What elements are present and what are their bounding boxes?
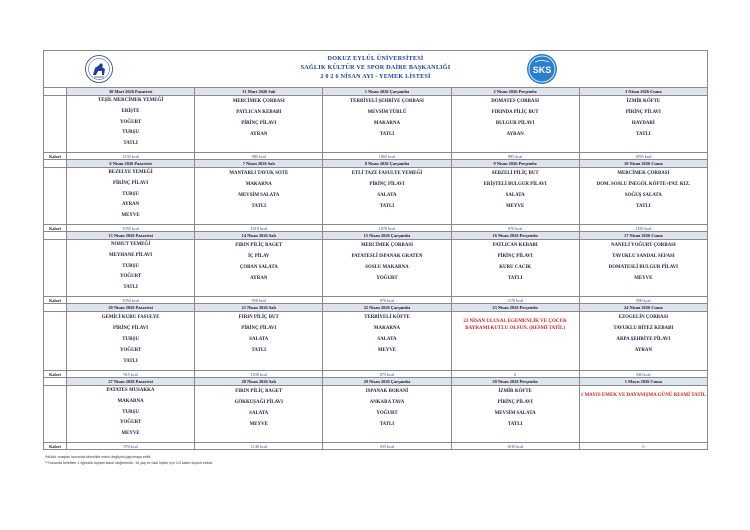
menu-item: PİRİNÇ PİLAVI [497, 400, 533, 405]
menu-item: SALATA [377, 193, 397, 198]
menu-item: PATLICAN KEBABI [492, 243, 538, 248]
menu-item: YOĞURT [376, 276, 398, 281]
sks-logo-text: SKS [532, 65, 552, 75]
menu-item: MEYVE [634, 276, 653, 281]
department-name: SAĞLIK KÜLTÜR VE SPOR DAİRE BAŞKANLIĞI [300, 64, 451, 71]
week-items-row [44, 312, 708, 371]
menu-item: TATLI [507, 422, 523, 427]
day-kcal: 0 [579, 443, 707, 450]
label-cell [44, 168, 67, 225]
menu-item: MEYVE [121, 213, 140, 219]
menu-sheet [43, 50, 708, 450]
menu-item: TATLI [123, 141, 138, 147]
day-menu-cell [323, 312, 451, 371]
day-menu-cell [323, 96, 451, 153]
day-kcal: 1150 kcal [579, 225, 707, 232]
label-cell [44, 240, 67, 297]
holiday-notice: 23 NİSAN ULUSAL EGEMENLİK VE ÇOCUK BAYRAMI KUTLU OLSUN. (RESMİ TATİL) [463, 319, 567, 331]
menu-item: PİRİNÇ PİLAVI [369, 182, 405, 187]
menu-item: TATLI [379, 132, 395, 137]
day-date: 31 Mart 2026 Salı [195, 88, 323, 96]
day-menu-cell [579, 386, 707, 443]
menu-item: GÖKKUŞAĞI PİLAVI [234, 400, 283, 405]
menu-item: PİRİNÇ PİLAVI [113, 326, 149, 331]
menu-item: TERBİYELİ ŞEHRİYE ÇORBASI [350, 99, 424, 104]
menu-item: AYRAN [121, 202, 140, 208]
menu-item: ETLİ TAZE FASULYE YEMEĞİ [351, 171, 423, 176]
menu-item: AYRAN [250, 276, 268, 281]
day-kcal: 1010 kcal [195, 225, 323, 232]
day-menu-cell [67, 240, 195, 297]
menu-item: PATATESLİ ISPANAK GRATEN [351, 254, 423, 259]
menu-item: KURU CACIK [499, 265, 532, 270]
week-kcal-row [44, 225, 708, 232]
menu-item: TEŞİL MERCİMEK YEMEĞİ [97, 98, 164, 103]
menu-item: SALATA [377, 337, 397, 342]
menu-item: MEYVE [506, 204, 525, 209]
menu-item: İZMİR KÖFTE [626, 99, 661, 104]
menu-item: DOMATESLİ BULGUR PİLAVI [608, 265, 679, 270]
menu-item: TATLI [379, 422, 395, 427]
day-menu-cell [451, 168, 579, 225]
label-cell [44, 96, 67, 153]
menu-item: PİRİNÇ PİLAVI [241, 121, 277, 126]
day-date: 17 Nisan 2026 Cuma [579, 232, 707, 240]
day-date: 1 Mayıs 2026 Cuma [579, 378, 707, 386]
menu-item: PİRİNÇ PİLAVI [241, 326, 277, 331]
day-date: 10 Nisan 2026 Cuma [579, 160, 707, 168]
day-date: 27 Nisan 2026 Pazartesi [67, 378, 195, 386]
day-kcal: 1055 kcal [67, 225, 195, 232]
menu-item: MANTARLI TAVUK SOTE [229, 171, 289, 176]
week-date-row [44, 232, 708, 240]
menu-item: MAKARNA [373, 121, 401, 126]
menu-item: MEVSİM TÜRLÜ [367, 110, 407, 115]
menu-item: MEYHANE PİLAVI [108, 252, 153, 258]
menu-item: AYRAN [506, 132, 524, 137]
day-date: 14 Nisan 2026 Salı [195, 232, 323, 240]
menu-item: SOĞUŞ SALATA [624, 193, 662, 198]
menu-item: TAVUKLU SANDAL SEFASI [612, 254, 675, 259]
menu-item: EZOGELİN ÇORBASI [618, 315, 669, 320]
day-date: 6 Nisan 2026 Pazartesi [67, 160, 195, 168]
day-date: 29 Nisan 2026 Çarşamba [323, 378, 451, 386]
menu-item: TATLI [251, 204, 267, 209]
menu-item: NANELİ YOĞURT ÇORBASI [610, 243, 676, 248]
menu-item: PİRİNÇ PİLAVI [625, 110, 661, 115]
menu-item: YOĞURT [119, 119, 142, 125]
day-menu-cell [323, 386, 451, 443]
menu-item: BULGUR PİLAVI [495, 121, 535, 126]
day-date: 8 Nisan 2026 Çarşamba [323, 160, 451, 168]
day-date: 30 Mart 2026 Pazartesi [67, 88, 195, 96]
menu-item: AYRAN [250, 132, 268, 137]
menu-item: TURŞU [122, 409, 139, 415]
day-date: 3 Nisan 2026 Cuma [579, 88, 707, 96]
menu-item: TATLI [636, 204, 651, 209]
menu-item: NOHUT YEMEĞİ [110, 242, 151, 247]
day-menu-cell [195, 386, 323, 443]
kalori-label: Kalori [44, 371, 67, 378]
menu-item: YOĞURT [119, 348, 142, 353]
label-cell [44, 88, 67, 96]
menu-item: TATLI [123, 285, 138, 291]
week-items-row [44, 168, 708, 225]
day-date: 30 Nisan 2026 Perşembe [451, 378, 579, 386]
menu-item: YOĞURT [119, 420, 142, 426]
day-menu-cell [451, 312, 579, 371]
menu-item: FIRIN PİLİÇ BUT [238, 315, 279, 320]
week-items-row [44, 386, 708, 443]
day-kcal: 915 kcal [67, 371, 195, 378]
label-cell [44, 304, 67, 312]
menu-item: MERCİMEK ÇORBASI [360, 243, 413, 248]
day-kcal: 1065 kcal [323, 153, 451, 160]
day-kcal: 950 kcal [195, 297, 323, 304]
day-kcal: 985 kcal [195, 153, 323, 160]
day-menu-cell [195, 240, 323, 297]
menu-item: TATLI [251, 348, 267, 353]
menu-item: MAKARNA [373, 326, 401, 331]
page-header [43, 50, 708, 87]
holiday-notice: 1 MAYIS EMEK VE DAYANIŞMA GÜNÜ RESMİ TATİL [580, 393, 707, 398]
day-date: 1 Nisan 2026 Çarşamba [323, 88, 451, 96]
label-cell [44, 312, 67, 371]
menu-item: TATLI [123, 359, 138, 364]
footnote-2: **Yukarıda belirtilen 1 öğünlük toplam kalori değerleridir, 16 yaş ve üstü kişiler için 1/4 kalori ölçüsü ediniz. [45, 461, 214, 465]
day-menu-cell [67, 96, 195, 153]
week-kcal-row [44, 153, 708, 160]
day-kcal: 940 kcal [579, 371, 707, 378]
menu-item: YOĞURT [376, 411, 398, 416]
menu-item: ARPA ŞEHRİYE PİLAVI [616, 337, 671, 342]
menu-item: TATLI [507, 276, 523, 281]
menu-item: PİRİNÇ PİLAVI [497, 254, 533, 259]
menu-item: TAVUKLU BİTEZ KEBABI [613, 326, 674, 331]
day-date: 15 Nisan 2026 Çarşamba [323, 232, 451, 240]
menu-item: DOMATES ÇORBASI [491, 99, 540, 104]
day-menu-cell [195, 96, 323, 153]
menu-item: İÇ PİLAV [248, 254, 270, 259]
day-kcal: 990 kcal [579, 297, 707, 304]
menu-item: TATLI [379, 204, 395, 209]
day-menu-cell [579, 168, 707, 225]
menu-item: İZMİR KÖFTE [498, 389, 532, 394]
sks-logo-icon [526, 53, 558, 85]
menu-item: MEYVE [249, 422, 268, 427]
title-block [44, 54, 707, 81]
menu-item: TURŞU [122, 130, 139, 136]
kalori-label: Kalori [44, 225, 67, 232]
menu-item: SOSLU MAKARNA [365, 265, 409, 270]
menu-item: MAKARNA [117, 398, 144, 404]
day-date: 22 Nisan 2026 Çarşamba [323, 304, 451, 312]
kalori-label: Kalori [44, 297, 67, 304]
day-kcal: 985 kcal [451, 153, 579, 160]
menu-table [43, 87, 708, 450]
menu-item: GEMİCİ KURU FASULYE [101, 315, 160, 320]
day-kcal: 0 [451, 371, 579, 378]
day-kcal: 1140 kcal [195, 443, 323, 450]
day-kcal: 1030 kcal [195, 371, 323, 378]
day-menu-cell [451, 240, 579, 297]
day-menu-cell [579, 240, 707, 297]
menu-item: MAKARNA [245, 182, 272, 187]
day-date: 7 Nisan 2026 Salı [195, 160, 323, 168]
menu-item: FIRIN PİLİÇ BAGET [235, 243, 283, 248]
day-date: 23 Nisan 2026 Perşembe [451, 304, 579, 312]
kalori-label: Kalori [44, 443, 67, 450]
week-kcal-row [44, 443, 708, 450]
week-items-row [44, 96, 708, 153]
day-kcal: 1170 kcal [451, 297, 579, 304]
menu-item: TURŞU [122, 263, 139, 269]
menu-item: SEBZELİ PİLİÇ BUT [491, 171, 539, 176]
menu-item: DOM. SOSLU İNEGÖL KÖFTE+PAT. KIZ. [596, 182, 691, 187]
day-date: 2 Nisan 2026 Perşembe [451, 88, 579, 96]
week-items-row [44, 240, 708, 297]
menu-item: PATATES MUSAKKA [106, 388, 155, 393]
day-date: 21 Nisan 2026 Salı [195, 304, 323, 312]
menu-item: MEYVE [121, 431, 140, 437]
menu-item: SALATA [249, 411, 269, 416]
day-menu-cell [67, 312, 195, 371]
week-kcal-row [44, 371, 708, 378]
day-kcal: 1095 kcal [579, 153, 707, 160]
day-date: 24 Nisan 2026 Cuma [579, 304, 707, 312]
menu-item: BEZELYE YEMEĞİ [108, 170, 153, 175]
menu-item: FIRINDA PİLİÇ BUT [491, 110, 539, 115]
menu-item: ANKARA TAVA [369, 400, 405, 405]
menu-item: ERİŞTELİ BULGUR PİLAVI [483, 182, 547, 187]
day-menu-cell [579, 96, 707, 153]
day-menu-cell [195, 312, 323, 371]
menu-item: MEVSİM SALATA [494, 411, 536, 416]
day-kcal: 1070 kcal [323, 225, 451, 232]
university-name: DOKUZ EYLÜL ÜNİVERSİTESİ [327, 55, 424, 62]
day-kcal: 1130 kcal [67, 153, 195, 160]
day-date: 13 Nisan 2026 Pazartesi [67, 232, 195, 240]
day-date: 9 Nisan 2026 Perşembe [451, 160, 579, 168]
list-title: 2 0 2 6 NİSAN AYI - YEMEK LİSTESİ [320, 73, 431, 80]
menu-item: FIRIN PİLİÇ BAGET [235, 389, 283, 394]
day-menu-cell [451, 96, 579, 153]
label-cell [44, 378, 67, 386]
menu-item: MERCİMEK ÇORBASI [232, 99, 285, 104]
day-menu-cell [67, 386, 195, 443]
menu-item: SALATA [505, 193, 525, 198]
menu-item: TURŞU [122, 191, 139, 197]
menu-item: TERBİYELİ KÖFTE [364, 315, 410, 320]
menu-item: AYRAN [634, 348, 652, 353]
label-cell [44, 232, 67, 240]
day-kcal: 970 kcal [67, 443, 195, 450]
day-date: 28 Nisan 2026 Salı [195, 378, 323, 386]
day-kcal: 1054 kcal [67, 297, 195, 304]
day-menu-cell [579, 312, 707, 371]
day-menu-cell [67, 168, 195, 225]
day-menu-cell [323, 240, 451, 297]
day-kcal: 970 kcal [451, 225, 579, 232]
week-kcal-row [44, 297, 708, 304]
label-cell [44, 160, 67, 168]
menu-item: MEYVE [377, 348, 397, 353]
footnote-1: *Müdür onayları kurumda birimlikle menü değişimi yapılmaya ebilir. [45, 455, 152, 459]
week-date-row [44, 88, 708, 96]
label-cell [44, 386, 67, 443]
menu-item: HAYDARİ [631, 121, 655, 126]
week-date-row [44, 160, 708, 168]
day-kcal: 935 kcal [323, 443, 451, 450]
menu-item: ISPANAK BORANİ [365, 389, 409, 394]
day-menu-cell [323, 168, 451, 225]
day-kcal: 875 kcal [323, 371, 451, 378]
menu-item: PATLICAN KEBABI [236, 110, 282, 115]
week-date-row [44, 378, 708, 386]
day-kcal: 976 kcal [323, 297, 451, 304]
day-kcal: 1010 kcal [451, 443, 579, 450]
menu-item: TATLI [636, 132, 651, 137]
menu-item: ÇOBAN SALATA [239, 265, 278, 270]
menu-item: MERCİMEK ÇORBASI [617, 171, 670, 176]
menu-item: MEVSİM SALATA [238, 193, 280, 198]
day-menu-cell [451, 386, 579, 443]
menu-item: ERİŞTE [121, 108, 140, 114]
week-date-row [44, 304, 708, 312]
menu-item: SALATA [249, 337, 269, 342]
day-date: 16 Nisan 2026 Perşembe [451, 232, 579, 240]
day-menu-cell [195, 168, 323, 225]
kalori-label: Kalori [44, 153, 67, 160]
menu-item: YOĞURT [119, 274, 142, 280]
day-date: 20 Nisan 2026 Pazartesi [67, 304, 195, 312]
menu-item: PİRİNÇ PİLAVI [113, 180, 149, 186]
menu-item: TURŞU [122, 337, 139, 342]
